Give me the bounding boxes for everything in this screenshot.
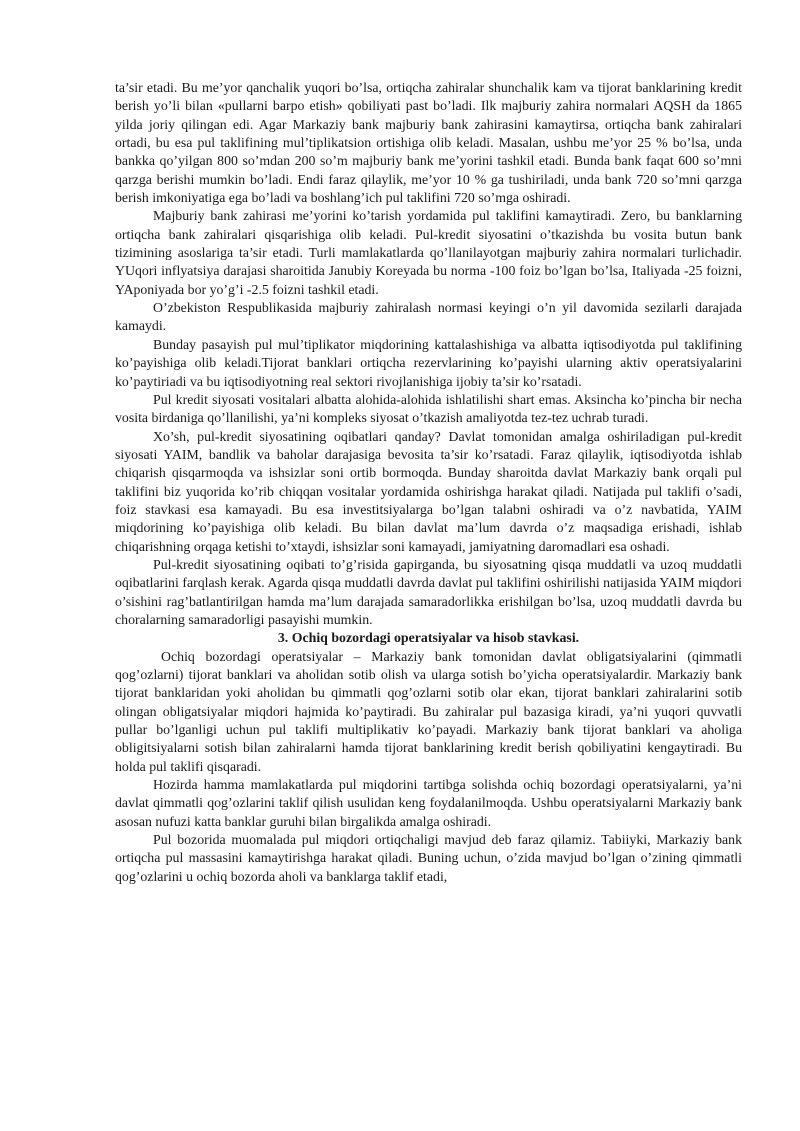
section-heading: 3. Ochiq bozordagi operatsiyalar va hisob stavkasi. bbox=[277, 630, 580, 646]
paragraph-policy-consequences: Xo’sh, pul-kredit siyosatining oqibatlari qanday? Davlat tomonidan amalga oshiriladigan pul-kredit siyosati YAIM, bandlik va baholar darajasiga bevosita ta’sir ko’rsatadi. Faraz qilaylik, iqtisodiyotda ishlab chiqarish qisqarmoqda va ishsizlar soni ortib bormoqda. Bunday sharoitda davlat Markaziy bank orqali pul taklifini biz yuqorida ko’rib chiqqan vositalar yordamida oshirishga harakat qiladi. Natijada pul taklifi o’sadi, foiz stavkasi esa kamayadi. Bu esa investitsiyalarga bo’lgan talabni oshiradi va o’z navbatida, YAIM miqdorining ko’payishiga olib keladi. Bu bilan davlat ma’lum davrda o’z maqsadiga erishadi, ishlab chiqarishning orqaga ketishi to’xtaydi, ishsizlar soni kamayadi, jamiyatning daromadlari esa oshadi. bbox=[115, 428, 742, 554]
paragraph-continuation: ta’sir etadi. Bu me’yor qanchalik yuqori bo’lsa, ortiqcha zahiralar shunchalik kam va tijorat banklarining kredit berish yo’li bilan «pullarni barpo etish» qobiliyati past bo’ladi. Ilk majburiy zahira normalari AQSH da 1865 yilda joriy qilingan edi. Agar Markaziy bank majburiy bank zahirasini kamaytirsa, ortiqcha bank zahiralari ortadi, bu esa pul taklifining mul’tiplikatsion ortishiga olib keladi. Masalan, ushbu me’yor 25 % bo’lsa, unda bankka qo’yilgan 800 so’mdan 200 so’m majburiy bank me’yorini tashkil etadi. Bunda bank faqat 600 so’mni qarzga berishi mumkin bo’ladi. Endi faraz qilaylik, me’yor 10 % ga tushiriladi, unda bank 720 so’mni qarzga berish imkoniyatiga ega bo’ladi va boshlang’ich pul taklifini 720 so’mga oshiradi. bbox=[115, 80, 742, 206]
paragraph-uzbekistan: O’zbekiston Respublikasida majburiy zahiralash normasi keyingi o’n yil davomida sezilarli darajada kamaydi. bbox=[115, 300, 742, 334]
paragraph-short-long-term: Pul-kredit siyosatining oqibati to’g’risida gapirganda, bu siyosatning qisqa muddatli va uzoq muddatli oqibatlarini farqlash kerak. Agarda qisqa muddatli davrda davlat pul taklifini oshirilishi natijasida YAIM miqdori o’sishini rag’batlantirilgan hamda ma’lum darajada samaradorlikka erishilgan bo’lsa, uzoq muddatli davrda bu choralarning samaradorligi pasayishi mumkin. bbox=[115, 556, 742, 627]
paragraph-multiplier: Bunday pasayish pul mul’tiplikator miqdorining kattalashishiga va albatta iqtisodiyotda pul taklifining ko’payishiga olib keladi.Tijorat banklari ortiqcha rezervlarining ko’payishi ularning aktiv operatsiyalarini ko’paytiriadi va bu iqtisodiyotning real sektori rivojlanishiga ijobiy ta’sir ko’rsatadi. bbox=[115, 336, 742, 389]
paragraph-policy-tools: Pul kredit siyosati vositalari albatta alohida-alohida ishlatilishi shart emas. Aksincha ko’pincha bir necha vosita birdaniga qo’llanilishi, ya’ni kompleks siyosat o’tkazish amaliyotda tez-tez uchrab turadi. bbox=[115, 391, 742, 426]
paragraph-open-market: Ochiq bozordagi operatsiyalar – Markaziy bank tomonidan davlat obligatsiyalarini (qimmatli qog’ozlarni) tijorat banklari va aholidan sotib olish va ularga sotish bo’yicha operatsiyalardir. Markaziy bank tijorat banklaridan yoki aholidan bu qimmatli qog’ozlarni sotib olar ekan, tijorat banklari zahiralarini sotib olingan obligatsiyalar miqdori hajmida ko’paytiradi. Bu zahiralar pul bazasiga kiradi, ya’ni yuqori quvvatli pullar bo’lganligi uchun pul taklifi multiplikativ ko’payadi. Markaziy bank tijorat banklari va aholiga obligitsiyalarni sotish bilan zahiralarni hamda tijorat banklarining kredit berish qobiliyatini kengaytiradi. Bu holda pul taklifi qisqaradi. bbox=[115, 648, 742, 774]
paragraph-reserve-requirement: Majburiy bank zahirasi me’yorini ko’tarish yordamida pul taklifini kamaytiradi. Zero, bu banklarning ortiqcha bank zahiralari qisqarishiga olib keladi. Pul-kredit siyosatini o’tkazishda bu vosita butun bank tizimining asoslariga ta’sir etadi. Turli mamlakatlarda qo’llanilayotgan majburiy zahira normalari turlichadir. YUqori inflyatsiya darajasi sharoitida Janubiy Koreyada bu norma -100 foiz bo’lgan bo’lsa, Italiyada -25 foizni, YAponiyada bor yo’g’i -2.5 foizni tashkil etadi. bbox=[115, 208, 742, 297]
paragraph-open-market-usage: Hozirda hamma mamlakatlarda pul miqdorini tartibga solishda ochiq bozordagi operatsiyalarni, ya’ni davlat qimmatli qog’ozlarini taklif qilish usulidan keng foydalanilmoqda. Ushbu operatsiyalarni Markaziy bank asosan nufuzi katta banklar guruhi bilan birgalikda amalga oshiradi. bbox=[115, 777, 742, 829]
paragraph-money-excess: Pul bozorida muomalada pul miqdori ortiqchaligi mavjud deb faraz qilamiz. Tabiiyki, Markaziy bank ortiqcha pul massasini kamaytirishga harakat qiladi. Buning uchun, o’zida mavjud bo’lgan o’zining qimmatli qog’ozlarini u ochiq bozorda aholi va banklarga taklif etadi, bbox=[115, 832, 742, 884]
document-page bbox=[115, 79, 742, 886]
